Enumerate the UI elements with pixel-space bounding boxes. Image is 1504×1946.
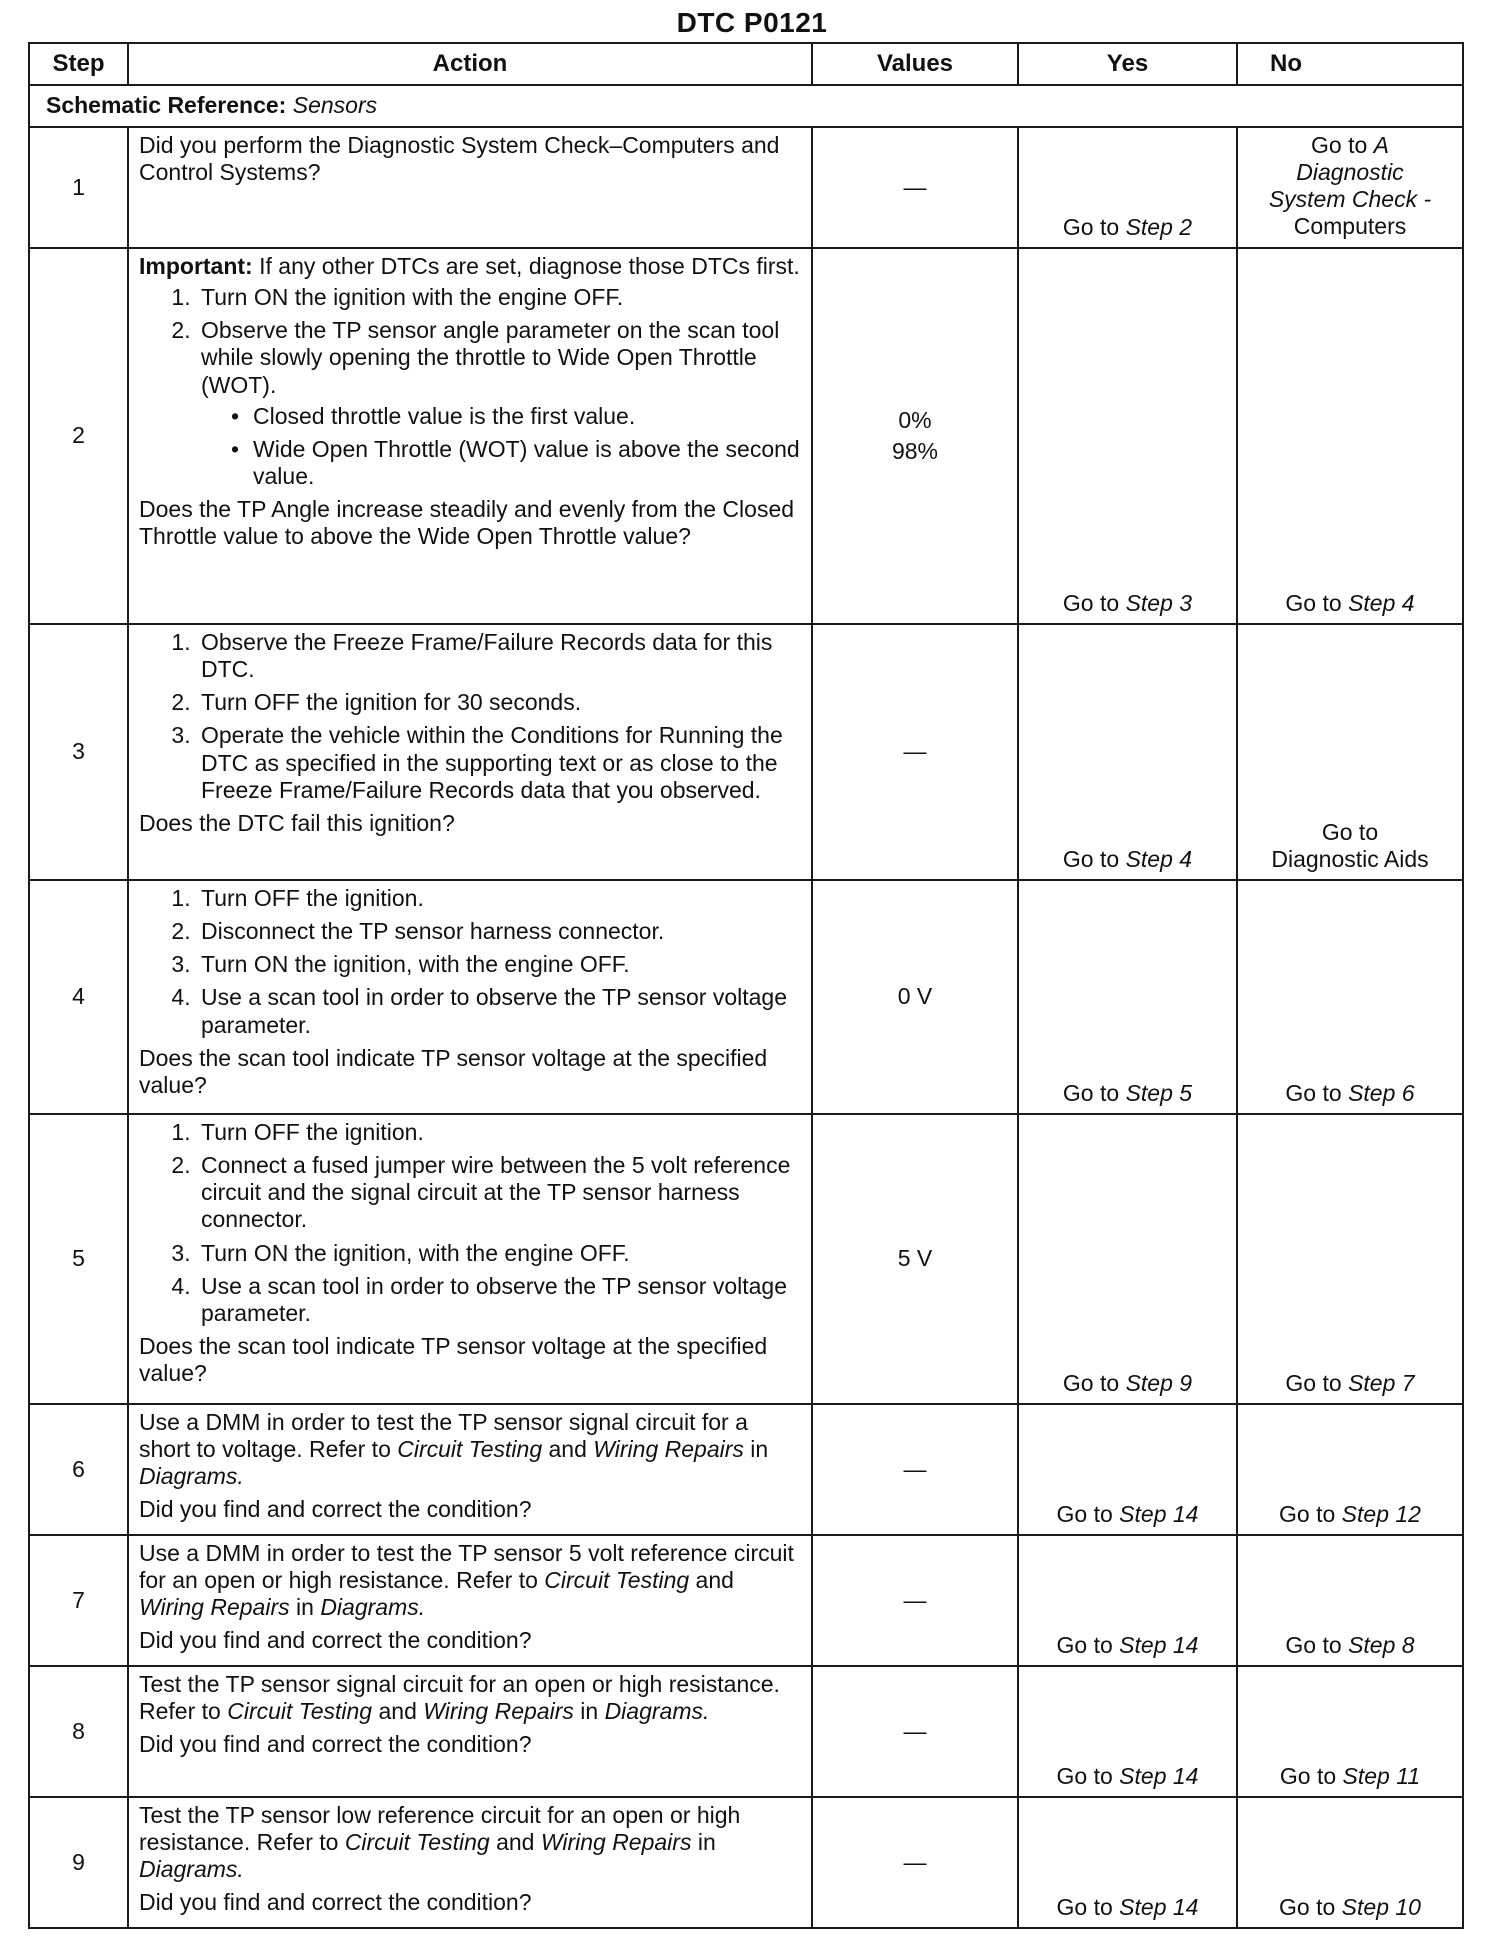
action-cell bbox=[128, 880, 812, 1114]
go-to-label: Go to bbox=[1062, 845, 1120, 872]
question-text: Did you find and correct the condition? bbox=[139, 1496, 532, 1523]
header-action: Action bbox=[128, 43, 812, 85]
bullet-item: • Wide Open Throttle (WOT) value is above the second value. bbox=[249, 436, 801, 490]
value-wot: 98% bbox=[891, 438, 939, 464]
list-item: 3. Turn ON the ignition, with the engine OFF. bbox=[197, 1240, 801, 1267]
list-item: 1. Turn OFF the ignition. bbox=[197, 1119, 801, 1146]
action-cell bbox=[128, 1114, 812, 1404]
yes-target-link[interactable]: Step 2 bbox=[1125, 213, 1193, 240]
bullet-item: • Closed throttle value is the first value. bbox=[249, 403, 801, 430]
no-target-link[interactable]: Step 8 bbox=[1348, 1631, 1415, 1658]
action-text: Test the TP sensor signal circuit for an open or high resistance. Refer to Circuit Testing and Wiring Repairs in Diagrams. bbox=[139, 1671, 780, 1725]
yes-target-link[interactable]: Step 5 bbox=[1125, 1079, 1193, 1106]
yes-cell bbox=[1018, 248, 1237, 624]
list-item: 4. Use a scan tool in order to observe the TP sensor voltage parameter. bbox=[197, 984, 801, 1038]
list-item: 4. Use a scan tool in order to observe the TP sensor voltage parameter. bbox=[197, 1273, 801, 1327]
go-to-label: Go to bbox=[1279, 1500, 1336, 1527]
action-cell bbox=[128, 127, 812, 248]
yes-target-link[interactable]: Step 14 bbox=[1119, 1762, 1199, 1789]
question-text: Does the scan tool indicate TP sensor voltage at the specified value? bbox=[139, 1332, 768, 1386]
action-text: Use a DMM in order to test the TP sensor signal circuit for a short to voltage. Refer to Circuit Testing and Wiring Repairs in Diagrams. bbox=[139, 1409, 769, 1490]
table-row bbox=[29, 880, 1463, 1114]
important-label: Important: bbox=[139, 253, 253, 279]
step-number: 4 bbox=[29, 880, 128, 1114]
no-target-link[interactable]: Step 4 bbox=[1348, 589, 1415, 616]
list-item-text: Observe the TP sensor angle parameter on the scan tool while slowly opening the throttle to Wide Open Throttle (WOT). bbox=[201, 317, 780, 398]
no-target-link[interactable]: Diagnostic Aids bbox=[1271, 845, 1429, 872]
action-cell bbox=[128, 624, 812, 880]
header-step: Step bbox=[29, 43, 128, 85]
action-cell bbox=[128, 1797, 812, 1928]
yes-target-link[interactable]: Step 14 bbox=[1119, 1893, 1199, 1920]
step-number: 9 bbox=[29, 1797, 128, 1928]
values-cell: — bbox=[812, 1404, 1018, 1535]
go-to-label: Go to bbox=[1285, 1369, 1342, 1396]
yes-target-link[interactable]: Step 14 bbox=[1119, 1631, 1199, 1658]
table-row bbox=[29, 1797, 1463, 1928]
values-cell: — bbox=[812, 1666, 1018, 1797]
yes-cell bbox=[1018, 880, 1237, 1114]
table-row bbox=[29, 1404, 1463, 1535]
no-cell bbox=[1237, 880, 1463, 1114]
question-text: Did you find and correct the condition? bbox=[139, 1889, 532, 1916]
yes-target-link[interactable]: Step 4 bbox=[1125, 845, 1193, 872]
go-to-label: Go to bbox=[1056, 1762, 1113, 1789]
table-row bbox=[29, 127, 1463, 248]
yes-cell bbox=[1018, 624, 1237, 880]
list-item: 2. Connect a fused jumper wire between the 5 volt reference circuit and the signal circuit at the TP sensor harness connector. bbox=[197, 1152, 801, 1233]
header-yes: Yes bbox=[1018, 43, 1237, 85]
procedure-list bbox=[139, 885, 801, 1039]
schematic-reference bbox=[29, 85, 1463, 127]
no-cell bbox=[1237, 1535, 1463, 1666]
step-number: 8 bbox=[29, 1666, 128, 1797]
go-to-label: Go to bbox=[1321, 818, 1379, 845]
action-cell bbox=[128, 1666, 812, 1797]
action-text: Test the TP sensor low reference circuit for an open or high resistance. Refer to Circuit Testing and Wiring Repairs in Diagrams. bbox=[139, 1802, 741, 1883]
values-cell: — bbox=[812, 624, 1018, 880]
yes-cell bbox=[1018, 1797, 1237, 1928]
schematic-value: Sensors bbox=[292, 92, 378, 118]
no-cell bbox=[1237, 1114, 1463, 1404]
yes-target-link[interactable]: Step 9 bbox=[1125, 1369, 1193, 1396]
action-cell bbox=[128, 1404, 812, 1535]
yes-target-link[interactable]: Step 14 bbox=[1119, 1500, 1199, 1527]
go-to-label: Go to bbox=[1279, 1762, 1337, 1789]
header-row bbox=[29, 43, 1463, 85]
go-to-label: Go to bbox=[1056, 1500, 1113, 1527]
table-row bbox=[29, 1114, 1463, 1404]
no-cell bbox=[1237, 1666, 1463, 1797]
question-text: Does the scan tool indicate TP sensor voltage at the specified value? bbox=[139, 1044, 768, 1098]
go-to-label: Go to bbox=[1062, 1369, 1120, 1396]
header-no: No bbox=[1237, 43, 1463, 85]
procedure-list bbox=[139, 1119, 801, 1327]
step-number: 5 bbox=[29, 1114, 128, 1404]
table-row bbox=[29, 624, 1463, 880]
list-item: 2. Disconnect the TP sensor harness connector. bbox=[197, 918, 801, 945]
yes-cell bbox=[1018, 127, 1237, 248]
go-to-label: Go to bbox=[1062, 1079, 1120, 1106]
go-to-label: Go to bbox=[1056, 1893, 1113, 1920]
action-text: Use a DMM in order to test the TP sensor 5 volt reference circuit for an open or high resistance. Refer to Circuit Testing and Wiring Repairs in Diagrams. bbox=[139, 1540, 794, 1621]
go-to-label: Go to bbox=[1311, 132, 1368, 158]
yes-target-link[interactable]: Step 3 bbox=[1125, 589, 1193, 616]
header-values: Values bbox=[812, 43, 1018, 85]
question-text: Did you find and correct the condition? bbox=[139, 1731, 532, 1758]
go-to-label: Go to bbox=[1285, 1631, 1342, 1658]
bullet-list bbox=[201, 403, 801, 490]
no-target-link[interactable]: Diagnostic bbox=[1296, 159, 1404, 186]
go-to-label: Go to bbox=[1285, 1079, 1342, 1106]
schematic-reference-row bbox=[29, 85, 1463, 127]
question-text: Does the TP Angle increase steadily and evenly from the Closed Throttle value to above the Wide Open Throttle value? bbox=[139, 496, 795, 550]
no-cell bbox=[1237, 127, 1463, 248]
values-cell: — bbox=[812, 127, 1018, 248]
no-cell bbox=[1237, 248, 1463, 624]
value-closed: 0% bbox=[898, 406, 932, 433]
go-to-label: Go to bbox=[1062, 213, 1120, 240]
step-number: 2 bbox=[29, 248, 128, 624]
no-target-link[interactable]: System Check - bbox=[1268, 186, 1432, 213]
no-target-link[interactable]: Step 11 bbox=[1342, 1762, 1421, 1789]
go-to-label: Go to bbox=[1056, 1631, 1113, 1658]
important-text: If any other DTCs are set, diagnose those DTCs first. bbox=[252, 253, 800, 279]
schematic-label: Schematic Reference: bbox=[46, 92, 287, 118]
action-cell bbox=[128, 1535, 812, 1666]
step-number: 6 bbox=[29, 1404, 128, 1535]
no-target-link[interactable]: Step 12 bbox=[1341, 1500, 1421, 1527]
procedure-list bbox=[139, 629, 801, 804]
no-target-link[interactable]: Step 7 bbox=[1348, 1369, 1415, 1396]
no-target-link[interactable]: Step 10 bbox=[1341, 1893, 1421, 1920]
step-number: 7 bbox=[29, 1535, 128, 1666]
table-row bbox=[29, 1535, 1463, 1666]
list-item: 3. Turn ON the ignition, with the engine OFF. bbox=[197, 951, 801, 978]
list-item: 2. Turn OFF the ignition for 30 seconds. bbox=[197, 689, 801, 716]
values-cell bbox=[812, 248, 1018, 624]
action-text: Did you perform the Diagnostic System Check–Computers and Control Systems? bbox=[139, 132, 780, 186]
list-item: 1. Observe the Freeze Frame/Failure Records data for this DTC. bbox=[197, 629, 801, 683]
list-item: 1. Turn OFF the ignition. bbox=[197, 885, 801, 912]
no-target-text: Computers bbox=[1293, 213, 1407, 240]
go-to-label: Go to bbox=[1285, 589, 1342, 616]
values-cell: — bbox=[812, 1797, 1018, 1928]
go-to-label: Go to bbox=[1062, 589, 1120, 616]
yes-cell bbox=[1018, 1535, 1237, 1666]
list-item bbox=[197, 317, 801, 490]
action-cell bbox=[128, 248, 812, 624]
values-cell: 0 V bbox=[812, 880, 1018, 1114]
page-title: DTC P0121 bbox=[676, 7, 828, 38]
table-row bbox=[29, 1666, 1463, 1797]
no-cell bbox=[1237, 1404, 1463, 1535]
values-cell: 5 V bbox=[812, 1114, 1018, 1404]
list-item: 3. Operate the vehicle within the Conditions for Running the DTC as specified in the supporting text or as close to the Freeze Frame/Failure Records data that you observed. bbox=[197, 722, 801, 803]
procedure-list bbox=[139, 284, 801, 490]
yes-cell bbox=[1018, 1404, 1237, 1535]
step-number: 3 bbox=[29, 624, 128, 880]
values-cell: — bbox=[812, 1535, 1018, 1666]
step-number: 1 bbox=[29, 127, 128, 248]
question-text: Did you find and correct the condition? bbox=[139, 1627, 532, 1654]
no-cell bbox=[1237, 1797, 1463, 1928]
no-target-link[interactable]: A bbox=[1373, 132, 1389, 158]
list-item: 1. Turn ON the ignition with the engine OFF. bbox=[197, 284, 801, 311]
no-target-link[interactable]: Step 6 bbox=[1348, 1079, 1415, 1106]
table-row bbox=[29, 248, 1463, 624]
no-cell bbox=[1237, 624, 1463, 880]
go-to-label: Go to bbox=[1279, 1893, 1336, 1920]
diagnostic-table bbox=[28, 42, 1464, 1929]
important-note bbox=[139, 253, 801, 280]
yes-cell bbox=[1018, 1666, 1237, 1797]
yes-cell bbox=[1018, 1114, 1237, 1404]
question-text: Does the DTC fail this ignition? bbox=[139, 809, 455, 836]
